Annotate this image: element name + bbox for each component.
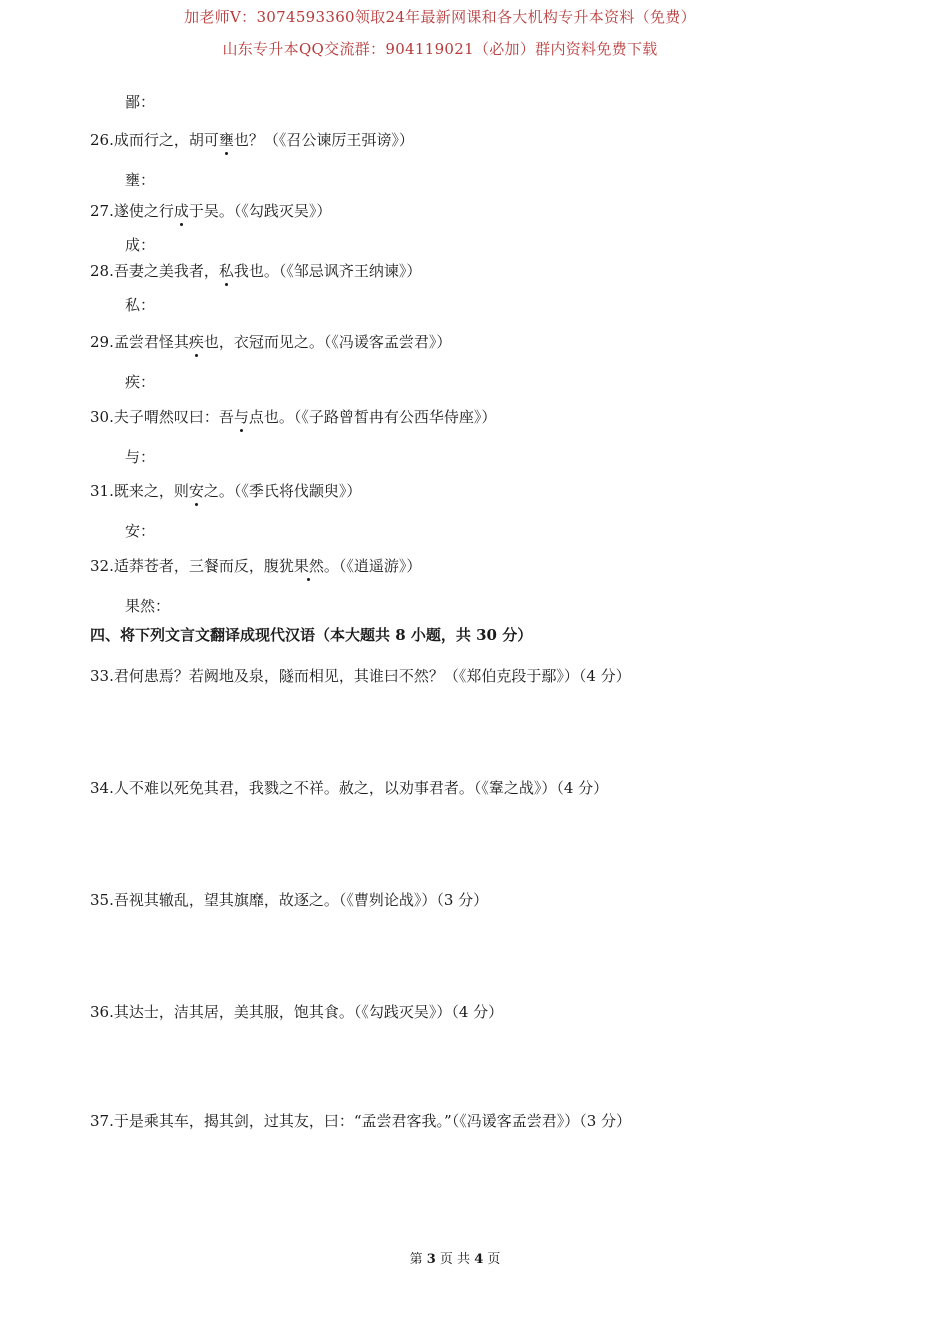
question-number: 31.	[90, 482, 114, 500]
question-number: 36.	[90, 1003, 114, 1021]
translation-question-36	[90, 1002, 503, 1022]
dotted-character: 安	[188, 482, 204, 500]
answer-blank-prev: 鄙：	[125, 93, 156, 111]
question-text: 人不难以死免其君，我戮之不祥。赦之，以劝事君者。（《鞌之战》）（4 分）	[113, 779, 609, 797]
question-30: 30.夫子喟然叹曰：吾与点也。（《子路曾皙冉有公西华侍座》）	[90, 408, 497, 426]
question-28: 28.吾妻之美我者，私我也。（《邹忌讽齐王纳谏》）	[90, 262, 422, 280]
answer-blank-31: 安：	[125, 522, 156, 540]
question-text: 吾视其辙乱，望其旗靡，故逐之。（《曹刿论战》）（3 分）	[113, 891, 489, 909]
current-page-number: 3	[426, 1252, 436, 1267]
question-number: 35.	[90, 891, 114, 909]
translation-question-37	[90, 1111, 631, 1131]
question-text: 君何患焉？若阙地及泉，隧而相见，其谁曰不然？（《郑伯克段于鄢》）（4 分）	[113, 667, 631, 685]
answer-blank-28: 私：	[125, 296, 156, 314]
question-number: 32.	[90, 557, 114, 575]
translation-question-33	[90, 666, 631, 686]
total-page-number: 4	[474, 1252, 484, 1267]
question-29: 29.孟尝君怪其疾也，衣冠而见之。（《冯谖客孟尝君》）	[90, 333, 452, 351]
answer-blank-26: 壅：	[125, 171, 156, 189]
question-number: 26.	[90, 131, 114, 149]
question-number: 33.	[90, 667, 114, 685]
question-number: 34.	[90, 779, 114, 797]
question-text: 其达士，洁其居，美其服，饱其食。（《勾践灭吴》）（4 分）	[113, 1003, 504, 1021]
question-31: 31.既来之，则安之。（《季氏将伐颛臾》）	[90, 482, 362, 500]
translation-question-35	[90, 890, 488, 910]
question-27: 27.遂使之行成于吴。（《勾践灭吴》）	[90, 202, 332, 220]
translation-question-34	[90, 778, 608, 798]
answer-blank-30: 与：	[125, 448, 156, 466]
question-number: 37.	[90, 1112, 114, 1130]
question-number: 30.	[90, 408, 114, 426]
answer-blank-32: 果然：	[125, 597, 171, 615]
header-promo-line-2: 山东专升本QQ交流群：904119021（必加）群内资料免费下载	[222, 40, 658, 58]
question-32: 32.适莽苍者，三餐而反，腹犹果然。（《逍遥游》）	[90, 557, 422, 575]
question-number: 27.	[90, 202, 114, 220]
question-number: 29.	[90, 333, 114, 351]
dotted-character: 果然	[293, 557, 324, 575]
section-heading: 四、将下列文言文翻译成现代汉语（本大题共 8 小题，共 30 分）	[90, 626, 533, 644]
header-promo-line-1: 加老师V：3074593360领取24年最新网课和各大机构专升本资料（免费）	[184, 8, 696, 26]
dotted-character: 私	[218, 262, 234, 280]
question-number: 28.	[90, 262, 114, 280]
dotted-character: 疾	[188, 333, 204, 351]
page-footer: 第 3 页 共 4 页	[409, 1252, 501, 1267]
answer-blank-29: 疾：	[125, 373, 156, 391]
answer-blank-27: 成：	[125, 236, 156, 254]
question-26: 26.成而行之，胡可壅也？（《召公谏厉王弭谤》）	[90, 131, 414, 149]
dotted-character: 壅	[218, 131, 234, 149]
dotted-character: 与	[233, 408, 249, 426]
question-text: 于是乘其车，揭其剑，过其友，曰：“孟尝君客我。”（《冯谖客孟尝君》）（3 分）	[113, 1112, 632, 1130]
dotted-character: 成	[173, 202, 189, 220]
